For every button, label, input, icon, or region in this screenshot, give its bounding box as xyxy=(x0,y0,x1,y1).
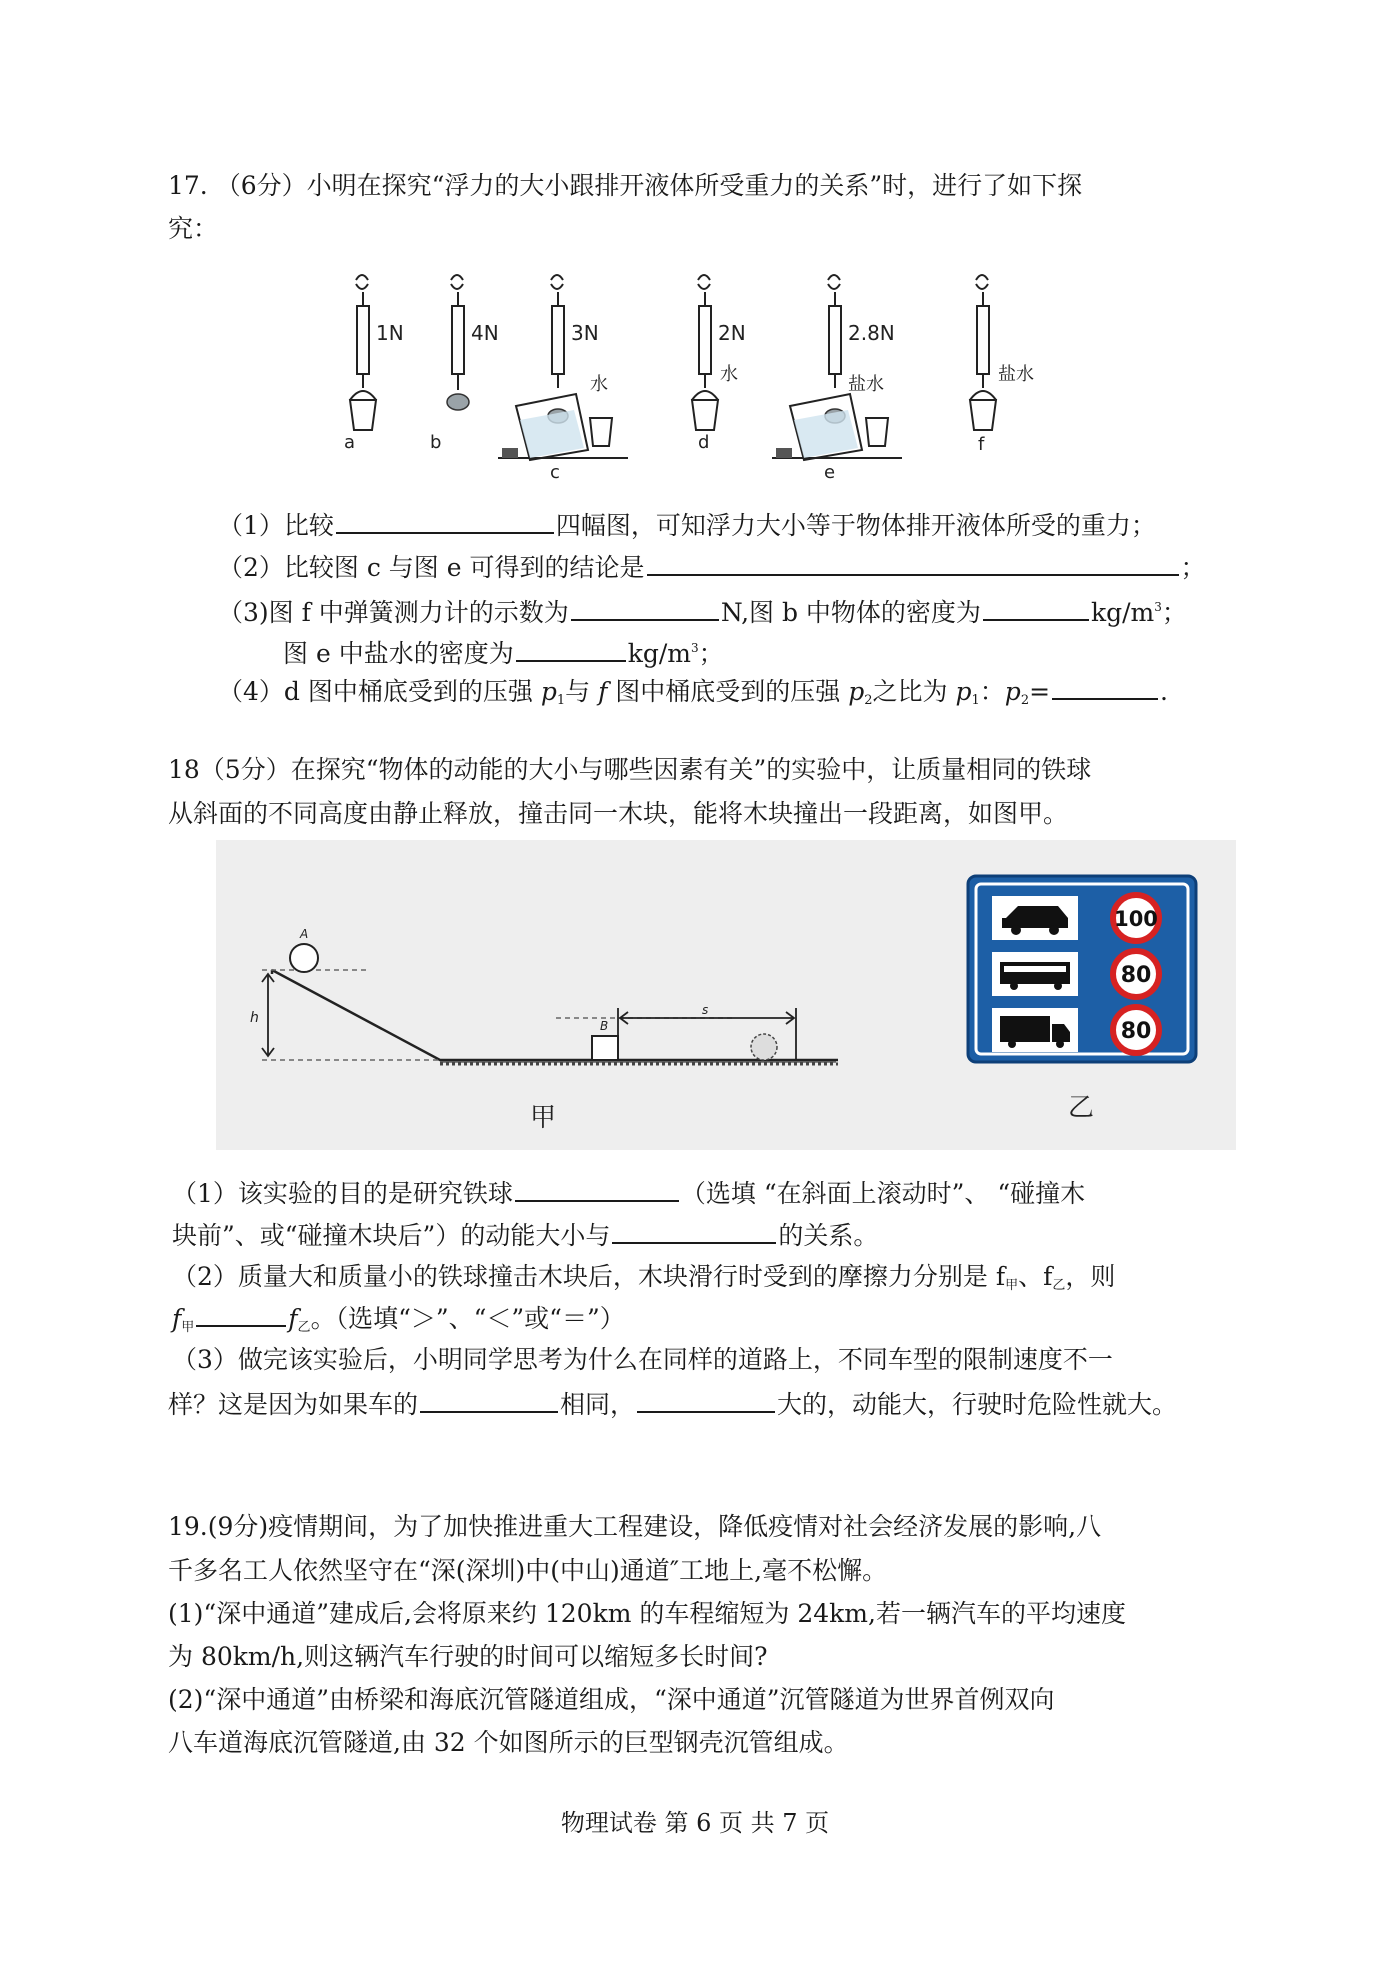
caption-jia: 甲 xyxy=(530,1103,557,1133)
q17-unit1-exp: 3 xyxy=(1154,600,1162,614)
q17-sub1-end: 四幅图，可知浮力大小等于物体排开液体所受的重力； xyxy=(555,511,1156,540)
speed-limit-truck: 80 xyxy=(1120,1019,1152,1044)
q18-sub3: （3）做完该实验后，小明同学思考为什么在同样的道路上，不同车型的限制速度不一 xyxy=(172,1345,1113,1374)
q18-stem-line2: 从斜面的不同高度由静止释放，撞击同一木块，能将木块撞出一段距离，如图甲。 xyxy=(168,799,1069,828)
reading-d: 2N xyxy=(718,321,746,345)
q18-sub2-mid: 、f xyxy=(1018,1262,1053,1291)
q17-stem-line1: 17. （6分）小明在探究“浮力的大小跟排开液体所受重力的关系”时，进行了如下探 xyxy=(168,171,1083,200)
q17-sub3b-start: 图 e 中盐水的密度为 xyxy=(283,639,514,668)
q19-line6: 八车道海底沉管隧道,由 32 个如图所示的巨型钢壳沉管组成。 xyxy=(168,1728,849,1757)
q17-blank4[interactable] xyxy=(983,595,1089,621)
q18-sub3b xyxy=(168,1387,1177,1421)
page-footer: 物理试卷 第 6 页 共 7 页 xyxy=(560,1809,830,1837)
q17-stem-line2: 究： xyxy=(168,214,219,243)
speed-limit-car: 100 xyxy=(1114,907,1158,931)
p1-subscript: 1 xyxy=(971,693,980,708)
caption-yi: 乙 xyxy=(1068,1093,1095,1123)
bus-icon xyxy=(992,952,1078,996)
q19-line3: (1)“深中通道”建成后,会将原来约 120km 的车程缩短为 24km,若一辆汽车的平均速度 xyxy=(168,1599,1126,1628)
reading-b: 4N xyxy=(471,321,499,345)
q18-sub3b-start: 样？这是因为如果车的 xyxy=(168,1390,419,1419)
q17-sub4 xyxy=(218,674,1168,717)
reading-c: 3N xyxy=(571,321,599,345)
q18-sub1b-end: 的关系。 xyxy=(778,1221,879,1250)
q18-blank3[interactable] xyxy=(196,1301,286,1327)
q19-line1: 19.(9分)疫情期间，为了加快推进重大工程建设，降低疫情对社会经济发展的影响,八 xyxy=(168,1512,1102,1541)
panel-label-e: e xyxy=(824,462,836,483)
q17-sub4-eq: = xyxy=(1029,677,1051,706)
q17-sub1 xyxy=(218,508,1156,542)
water-label-c: 水 xyxy=(590,374,608,395)
q18-sub1-start: （1）该实验的目的是研究铁球 xyxy=(172,1179,513,1208)
q17-blank5[interactable] xyxy=(516,636,626,662)
q17-sub3-end: ； xyxy=(1161,598,1187,627)
q17-sub3b xyxy=(283,632,724,670)
q17-blank6[interactable] xyxy=(1052,674,1158,700)
sub-yi: 乙 xyxy=(297,1320,311,1335)
speed-limit-bus: 80 xyxy=(1120,963,1152,988)
q18-sub1b-start: 块前”、或“碰撞木块后”）的动能大小与 xyxy=(172,1221,611,1250)
q18-sub2-end: ，则 xyxy=(1065,1262,1116,1291)
label-A: A xyxy=(300,927,309,941)
water-label-d: 水 xyxy=(720,364,738,385)
p-symbol: p xyxy=(955,677,972,706)
q17-unit2: kg/m xyxy=(627,639,691,668)
q17-sub3-start: （3)图 f 中弹簧测力计的示数为 xyxy=(218,598,569,627)
q17-sub3 xyxy=(218,591,1187,629)
p1-subscript: 1 xyxy=(556,693,566,708)
label-s: s xyxy=(702,1003,709,1017)
p2-subscript: 2 xyxy=(864,693,873,708)
q18-figure xyxy=(216,840,1236,1150)
saltwater-label-f: 盐水 xyxy=(998,364,1034,385)
p2-subscript: 2 xyxy=(1020,693,1030,708)
q18-sub1b xyxy=(172,1218,878,1252)
q18-sub2b-end: 。（选填“＞”、“＜”或“＝”） xyxy=(310,1304,625,1333)
panel-label-a: a xyxy=(344,432,356,453)
reading-e: 2.8N xyxy=(848,321,895,345)
q17-sub4-ratio: 之比为 xyxy=(872,677,956,706)
q17-sub2-start: （2）比较图 c 与图 e 可得到的结论是 xyxy=(218,553,645,582)
q17-sub1-start: （1）比较 xyxy=(218,511,334,540)
q18-blank2[interactable] xyxy=(612,1218,776,1244)
q18-sub3b-mid: 相同， xyxy=(560,1390,636,1419)
q17-sub2-end: ； xyxy=(1180,553,1206,582)
q17-sub4-start: （4）d 图中桶底受到的压强 xyxy=(218,677,541,706)
sub-jia: 甲 xyxy=(1005,1278,1019,1293)
q17-sub4-colon: ： xyxy=(979,677,1005,706)
q18-blank5[interactable] xyxy=(637,1387,775,1413)
q18-stem-line1: 18（5分）在探究“物体的动能的大小与哪些因素有关”的实验中，让质量相同的铁球 xyxy=(168,755,1092,784)
q19-line4: 为 80km/h,则这辆汽车行驶的时间可以缩短多长时间? xyxy=(168,1642,768,1671)
car-icon xyxy=(992,896,1078,940)
panel-label-d: d xyxy=(698,432,710,453)
q17-unit2-exp: 3 xyxy=(690,641,699,655)
q18-sub2b xyxy=(172,1301,625,1344)
truck-icon xyxy=(992,1008,1078,1052)
f-yi: f xyxy=(288,1304,298,1333)
panel-label-b: b xyxy=(430,432,442,453)
sub-yi: 乙 xyxy=(1052,1278,1066,1293)
q17-sub2 xyxy=(218,550,1206,584)
q18-sub1 xyxy=(172,1176,1085,1210)
q17-unit1: kg/m xyxy=(1090,598,1155,627)
p-symbol: p xyxy=(1004,677,1021,706)
p-symbol: p xyxy=(540,677,557,706)
q18-sub2 xyxy=(172,1261,1115,1302)
q17-sub3b-end: ； xyxy=(698,639,724,668)
label-h: h xyxy=(250,1010,259,1026)
q18-sub3b-end: 大的，动能大，行驶时危险性就大。 xyxy=(777,1390,1178,1419)
q17-blank3[interactable] xyxy=(571,595,719,621)
q17-sub4-end: . xyxy=(1160,677,1168,706)
q17-sub4-with: 与 xyxy=(565,677,599,706)
q17-sub3-mid: N,图 b 中物体的密度为 xyxy=(720,598,981,627)
reading-a: 1N xyxy=(376,321,404,345)
label-B: B xyxy=(600,1019,609,1033)
panel-label-c: c xyxy=(550,462,560,483)
q19-line5: (2)“深中通道”由桥梁和海底沉管隧道组成，“深中通道”沉管隧道为世界首例双向 xyxy=(168,1685,1055,1714)
panel-label-f: f xyxy=(978,434,985,455)
q18-blank1[interactable] xyxy=(515,1176,679,1202)
q18-blank4[interactable] xyxy=(420,1387,558,1413)
q17-blank1[interactable] xyxy=(336,508,554,534)
p-symbol: p xyxy=(848,677,865,706)
q19-line2: 千多名工人依然坚守在“深(深圳)中(中山)通道″工地上,毫不松懈。 xyxy=(168,1556,888,1585)
saltwater-label-e: 盐水 xyxy=(848,374,884,395)
q18-sub1-mid: （选填 “在斜面上滚动时”、 “碰撞木 xyxy=(680,1179,1086,1208)
q17-figure xyxy=(328,268,1068,486)
q17-blank2[interactable] xyxy=(647,550,1179,576)
sub-jia: 甲 xyxy=(181,1320,195,1335)
q17-sub4-mid: 图中桶底受到的压强 xyxy=(607,677,849,706)
q18-sub2-start: （2）质量大和质量小的铁球撞击木块后，木块滑行时受到的摩擦力分别是 f xyxy=(172,1262,1006,1291)
f-jia: f xyxy=(172,1304,182,1333)
f-letter: f xyxy=(598,677,608,706)
